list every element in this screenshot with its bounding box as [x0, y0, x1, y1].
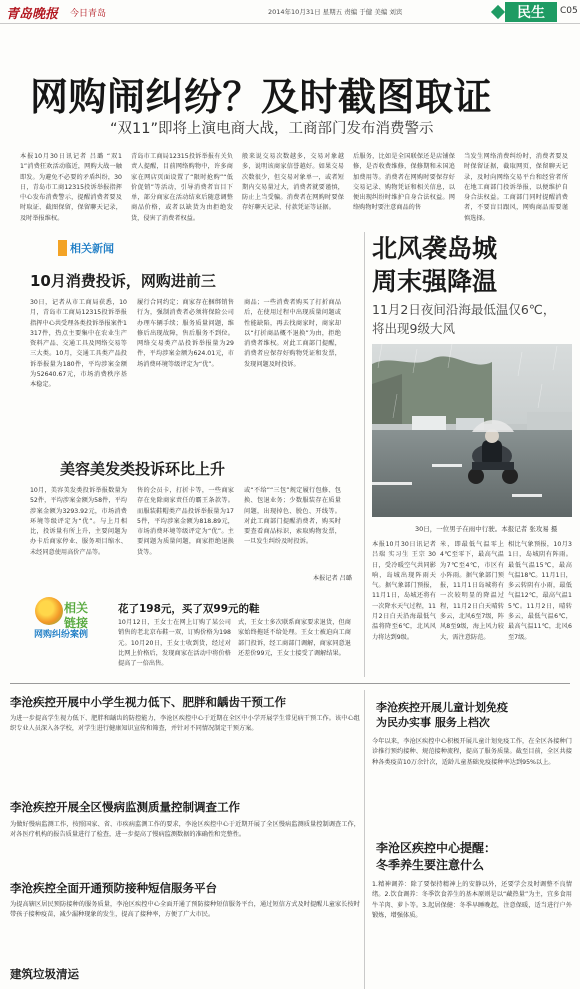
weather-sub-line-2: 将出现9级大风 [372, 321, 455, 336]
weather-sub-line-1: 11月2日夜间沿海最低温仅6℃， [372, 302, 556, 317]
main-headline: 网购闹纠纷？及时截图取证 [30, 75, 493, 119]
section-label: 民生 [517, 5, 545, 21]
bottom-article-title-3: 李沧疾控全面开通预防接种短信服务平台 [10, 881, 217, 895]
beauty-salon-title: 美容美发类投诉环比上升 [60, 460, 226, 478]
consumer-complaint-title: 10月消费投诉，网购进前三 [30, 272, 216, 290]
link-label-3: 网购纠纷案例 [34, 630, 89, 640]
bottom-right-title-1-line-1: 李沧疾控开展儿童计划免疫 [376, 701, 508, 714]
bottom-right-title-1-line-2: 为民办实事 服务上档次 [376, 716, 490, 729]
edition-label: 今日青岛 [70, 9, 107, 19]
bottom-article-body-3: 为提高辖区居民预防接种的服务质量，李沧区疾控中心全面开通了预防接种短信服务平台，通过短信方式及时提醒儿童家长按时带孩子接种疫苗，减少漏种现象的发生，提高了接种率，方便了广大市民。 [10, 901, 360, 919]
bottom-article-title-2: 李沧疾控开展全区慢病监测质量控制调查工作 [10, 800, 240, 814]
bottom-right-body-2: 1.精神调养：除了要保持精神上的安静以外，还要学会及时调整不良情绪。2.饮食调养：冬季饮食养生的基本原则是以“藏热量”为主，宜多食用牛羊肉、萝卜等。3.起居保健：冬季早睡晚起，注意保暖，适当进行户外锻炼，增强体质。 [372, 881, 572, 919]
weather-col-2: 米，即最低气温零上4℃至零下，最高气温为7℃至4℃，市区有小阵雨。据气象部门预报，11月1日岛城将有一次较明显的降温过程，11月2日白天晴转多云，北风6至7级，阵风8至9级，海上风力较大，需注意防范。 [440, 541, 504, 641]
page-number: C05 [560, 6, 578, 16]
bottom-article-title-1: 李沧疾控开展中小学生视力低下、肥胖和龋齿干预工作 [10, 695, 286, 709]
link-circle-icon [35, 597, 63, 625]
column-divider [364, 232, 365, 677]
beauty-col-2: 售的会员卡，打折卡等，一些商家存在免除商家责任的霸王条款等。而服装鞋帽类产品投诉举报量为175件，平均涉案金额为818.89元，市场消费环境等级评定为“优”。主要问题为质量问题，商家拒绝退换货等。 [137, 487, 234, 556]
case-col-1: 10月12日，王女士在网上订购了某公司销售的老北京布鞋一双，订购价格为198元。10月20日，王女士收到货，经过对比网上价格后，发现商家在活动中将价格提高了一倍出售。 [118, 619, 231, 668]
weather-col-1: 本报10月30日讯记者 吕瑞 实习生 王宗 30日，受冷暖空气共同影响，岛城出现阵雨天气。据气象部门预报，11月1日，岛城还将有一次降水天气过程，11月2日白天沿海最低气温将降至6℃，北风风力将达到9级。 [372, 541, 436, 641]
bottom-right-title-1 [376, 700, 508, 730]
main-story-col-5: 当发生网络消费纠纷时，消费者要及时保留证据，截取网页，保留聊天记录，及时向网络交易平台和经营者所在地工商部门投诉举报，以便维护自身合法权益。工商部门同时提醒消费者，不要盲目跟风，网购商品需要谨慎选择。 [464, 153, 568, 222]
weather-headline-line-2: 周末强降温 [372, 267, 498, 296]
section-divider [10, 683, 570, 684]
related-news-badge [58, 238, 114, 258]
link-label-1: 相关 [64, 601, 89, 615]
related-news-label: 相关新闻 [70, 242, 114, 255]
main-story-col-1: 本报10月30日讯记者 吕璐 “双11”消费狂欢活动临近，网购大战一触即发。为避免不必要的矛盾纠纷，30日，青岛市工商12315投诉举报指挥中心发布消费警示，提醒消费者要及时取证、截图保留，保留聊天记录，及时举报维权。 [20, 153, 122, 222]
main-story-col-4: 后服务，比如是全国联保还是店铺保修，是否收费维修，保修期和未国追加费用等。消费者在网购时要保存好交易记录、购物凭证和相关信息，以便出现纠纷时维护自身合法权益。网络购物时要注意商品的售 [353, 153, 455, 212]
beauty-col-3: 或“不给”“三包”规定履行包修、包换、包退业务；少数服装存在质量问题，出现掉色、脱色、开线等。对此工商部门提醒消费者，购买时要查看商品标识，索取购物发票，一旦发生纠纷及时投诉。 [244, 487, 341, 546]
photo-caption: 30日，一位男子在雨中行驶。本报记者 张攻易 摄 [415, 525, 558, 533]
case-col-2: 式，王女士多次联系商家要求退货，但商家始终拖延不给处理。王女士被迫向工商部门投诉，经工商部门调解，商家同意退还差价99元，王女士接受了调解结果。 [238, 619, 351, 657]
main-story-col-3: 般来说交易次数越多，交易对象越多，说明该商家信誉越好。如果交易次数很少，但交易对象单一，或者短期内交易量过大，消费者就要谨慎，防止上当受骗。消费者在网购时要保存好聊天记录、付款凭证等证据。 [242, 153, 344, 212]
link-label-2: 链接 [64, 616, 89, 630]
bottom-right-body-1: 今年以来，李沧区疾控中心积极开展儿童计划免疫工作，在全区各接种门诊推行预约接种、规范接种流程，提高了服务质量。截至目前，全区共接种各类疫苗10万余针次，适龄儿童基础免疫接种率达到95%以上。 [372, 738, 572, 766]
main-subheadline: “双11”即将上演电商大战，工商部门发布消费警示 [110, 121, 434, 137]
related-bar-icon [58, 240, 67, 256]
complaint-col-3: 商品；一些消费者购买了打折商品后，在使用过程中出现质量问题或性能缺陷，再去找商家时，商家却以“打折商品概不退换”为由，拒绝消费者维权。对此工商部门提醒，消费者应保存好购物凭证和发票，发现问题及时投诉。 [244, 299, 341, 368]
bottom-article-body-1: 为进一步提高学生视力低下、肥胖和龋齿的防控能力，李沧区疾控中心于近期在全区中小学开展学生常见病干预工作。该中心组织专业人员深入各学校，对学生进行健康知识宣传和筛查，并针对不同情况制定干预方案。 [10, 715, 360, 733]
date-editor-line: 2014年10月31日 星期五 责编 于健 美编 刘宾 [268, 8, 403, 16]
bottom-article-body-2: 为做好慢病监测工作，按照国家、省、市疾病监测工作的要求，李沧区疾控中心于近期开展了全区慢病监测质量控制调查工作，对各医疗机构的报告质量进行了检查，进一步提高了慢病监测数据的准确性和完整性。 [10, 821, 360, 839]
related-link-box [32, 595, 96, 643]
bottom-right-title-2 [376, 840, 496, 874]
weather-subheadline [372, 300, 555, 338]
bottom-article-title-4: 建筑垃圾清运 [10, 967, 79, 981]
section-tag-icon [491, 5, 505, 19]
newspaper-logo: 青岛晚报 [6, 7, 59, 22]
main-story-col-2: 青岛市工商局12315投诉举报有关负责人提醒，目前网络购物中，许多商家在网店页面设置了“限时抢购”“低价促销”等活动，引导消费者盲目下单，部分商家在活动结束后随意调整商品价格，或者以缺货为由拒绝发货，侵害了消费者权益。 [131, 153, 233, 222]
masthead [0, 0, 580, 24]
beauty-byline: 本报记者 吕璐 [312, 575, 352, 582]
complaint-col-2: 履行合同约定；商家存在捆绑销售行为，强制消费者必须将保险公司办理车辆手续；服务质量问题，维修后出现故障，售后服务不到位。网络交易类产品投诉举报量为29件，平均涉案金额为624.01元，市场消费环境等级评定为“优”。 [137, 299, 234, 368]
weather-col-3: 相比气象预报，10月31日，岛城阴有阵雨。最低气温15℃，最高气温18℃。11月1日，多云转阴有小雨，最低气温12℃，最高气温15℃。11月2日，晴转多云，最低气温6℃，最高气温11℃，北风6至7级。 [508, 541, 572, 641]
rainy-street-photo [372, 344, 572, 517]
bottom-right-title-2-line-1: 李沧区疾控中心提醒： [376, 841, 497, 855]
bottom-column-divider [364, 690, 365, 989]
weather-headline [372, 232, 497, 298]
bottom-right-title-2-line-2: 冬季养生要注意什么 [376, 858, 485, 872]
weather-headline-line-1: 北风袭岛城 [372, 234, 498, 263]
section-badge [505, 2, 557, 22]
complaint-col-1: 30日，记者从市工商局获悉，10月，青岛市工商局12315投诉举报指挥中心共受理各类投诉举报案件1317件，热点主要集中在农业生产资料产品、交通工具及网络交易等三大类。10月，交通工具类产品投诉举报量为180件，平均涉案金额为52640.67元，市场消费秩序基本稳定。 [30, 299, 127, 389]
case-title: 花了198元，买了双99元的鞋 [118, 603, 260, 615]
beauty-col-1: 10月，美容美发类投诉举报数量为52件，平均涉案金额为58件，平均涉案金额为3293.92元，市场消费环境等级评定为“优”。与上月相比，投诉量有所上升，主要问题为办卡后商家停业、服务项目缩水、未经同意使用高价产品等。 [30, 487, 127, 556]
